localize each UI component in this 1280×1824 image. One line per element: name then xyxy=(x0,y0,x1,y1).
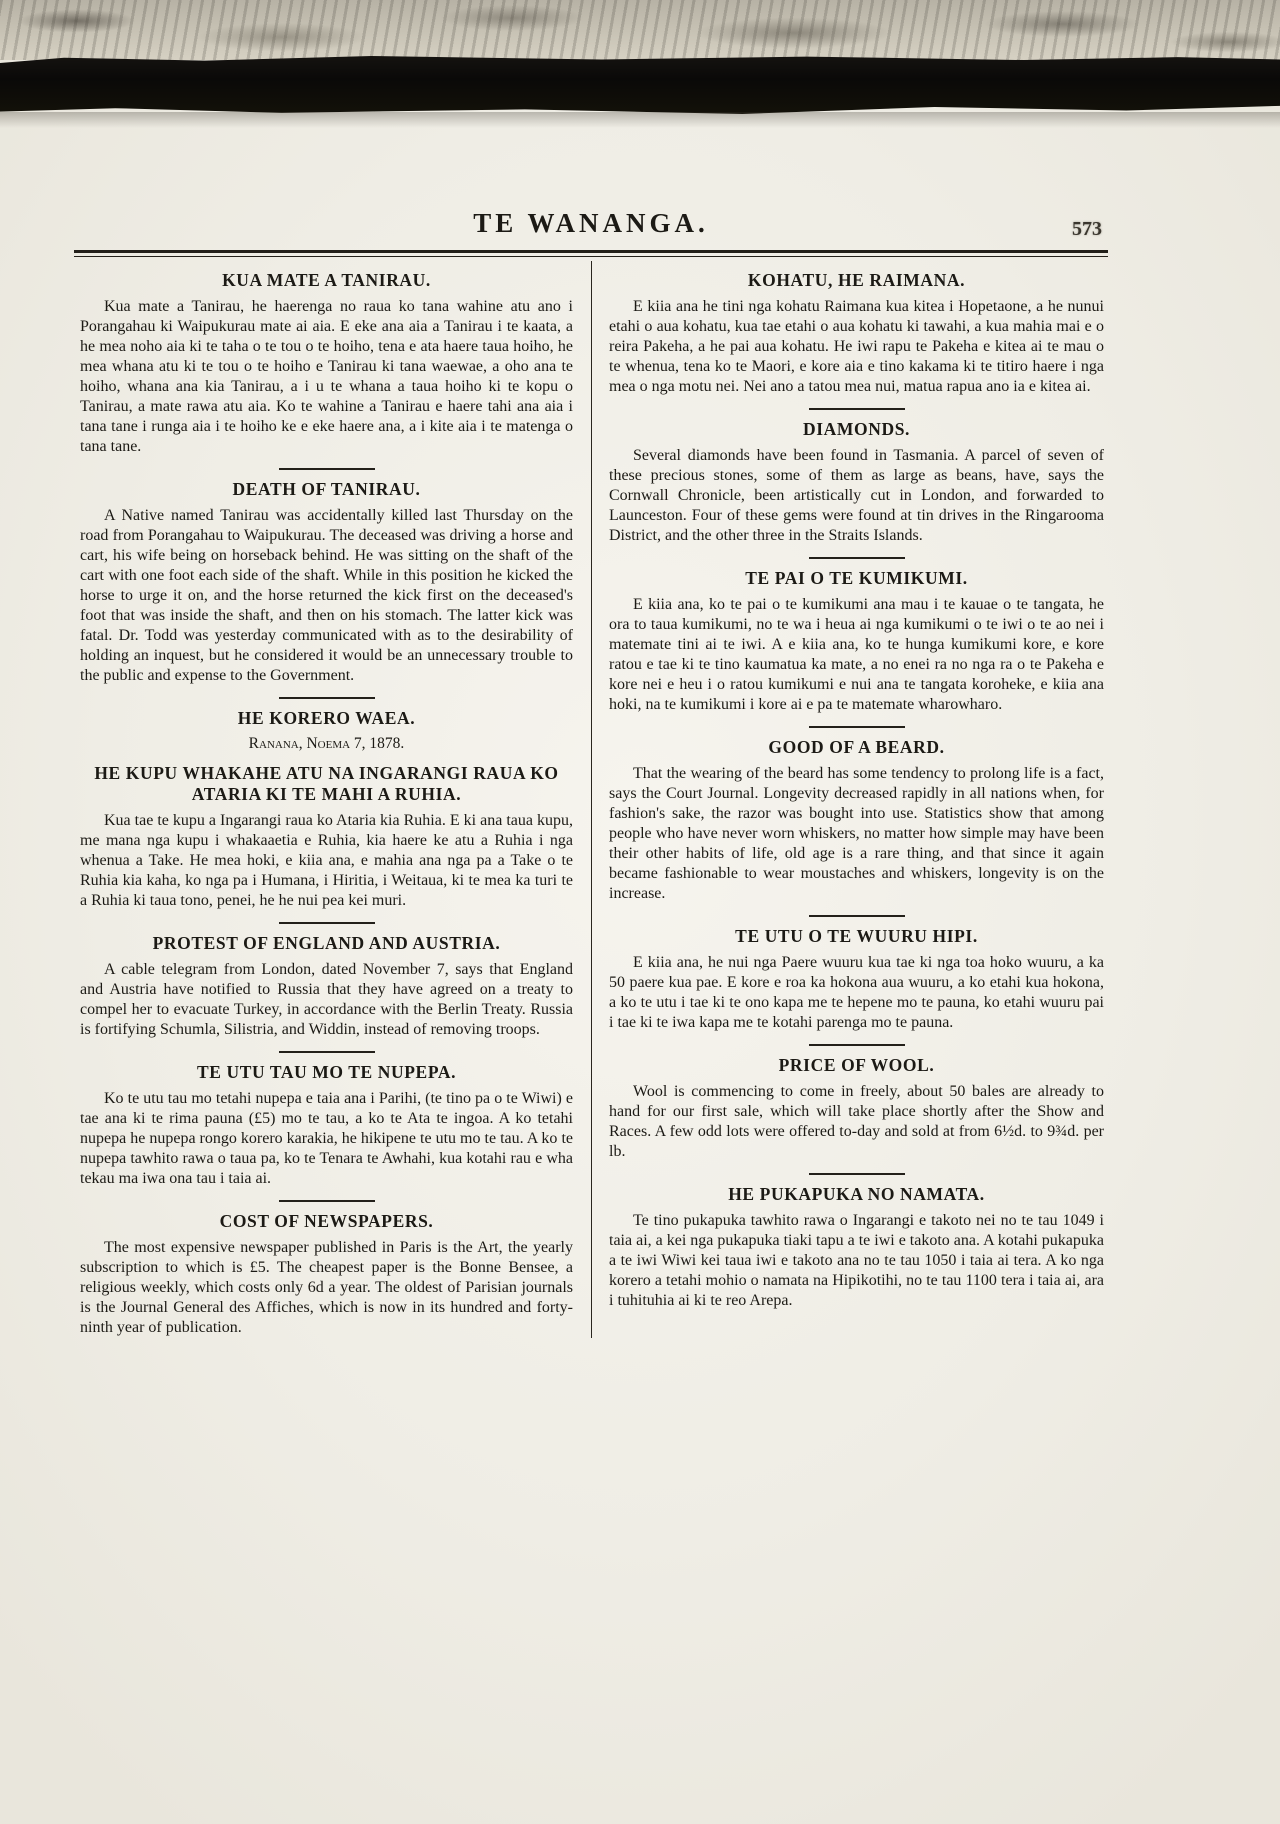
article-kua-mate-a-tanirau xyxy=(80,270,573,457)
article-body: E kiia ana, ko te pai o te kumikumi ana mau i te kauae o te tangata, he ora to taua kumikumi, no te wa i heua ai nga kumikumi o te iwi o te ao nei i matemate tini ai te iwi. A e kiia ana, ko te hunga kumikumi kore, e kore ratou e tae ki te tino kaumatua ka mate, a no enei ra no nga ra o te Pakeha e kore nei e heu i o ratou kumikumi e nui ana te tangata koroheke, e kiia ana hoki, na te kumikumi i kore ai e pa te matemate wharowharo. xyxy=(609,596,1104,713)
article-separator xyxy=(279,1200,375,1202)
article-body: Wool is commencing to come in freely, about 50 bales are already to hand for our first sale, which will take place shortly after the Show and Races. A few odd lots were offered to-day and sold at from 6½d. to 9¾d. per lb. xyxy=(609,1083,1104,1160)
article-body: Te tino pukapuka tawhito rawa o Ingarangi e takoto nei no te tau 1049 i taia ai, a kei nga pukapuka tiaki tapu a te iwi e takoto ana. A kotahi pukapuka a te iwi Wiwi kei taua iwi e takoto ana no te tau 1050 i taia ai tera. A ko nga korero a tetahi mohio o namata na Hipikotihi, no te tau 1100 tera i taia ai, ara i tuhituhia ai ki te reo Arepa. xyxy=(609,1212,1104,1309)
article-separator xyxy=(279,697,375,699)
article-cost-of-newspapers xyxy=(80,1211,573,1338)
article-te-utu-o-te-wuuru-hipi xyxy=(609,926,1104,1033)
article-separator xyxy=(279,468,375,470)
article-title: TE PAI O TE KUMIKUMI. xyxy=(745,568,968,588)
article-he-pukapuka-no-namata xyxy=(609,1184,1104,1311)
article-dateline: Ranana, Noema 7, 1878. xyxy=(248,735,405,752)
newspaper-page xyxy=(74,208,1108,1338)
page-number: 573 xyxy=(1072,218,1102,240)
article-death-of-tanirau xyxy=(80,479,573,686)
article-title: TE UTU O TE WUURU HIPI. xyxy=(735,926,978,946)
article-title: COST OF NEWSPAPERS. xyxy=(219,1211,434,1231)
masthead-title: TE WANANGA. xyxy=(473,208,709,238)
article-te-pai-o-te-kumikumi xyxy=(609,568,1104,715)
article-body: Kua tae te kupu a Ingarangi raua ko Ataria kia Ruhia. E ki ana taua kupu, me mana nga kupu i whakaaetia e Ruhia, kia haere ke atu a Ruhia i nga whenua a Take. He mea hoki, e kiia ana, e mahia ana nga pa a Take o te Ruhia kia kaha, ko nga pa i Humana, i Hiritia, i Weitaua, ki te mea ka turi te a Ruhia ki taua tono, penei, he he nui pea kei muri. xyxy=(80,812,573,909)
article-separator xyxy=(809,408,905,410)
article-body: A Native named Tanirau was accidentally killed last Thursday on the road from Porangahau to Waipukurau. The deceased was driving a horse and cart, his wife being on horseback behind. He was sitting on the shaft of the cart with one foot each side of the shaft. While in this position he kicked the horse to urge it on, and the horse returned the kick first on the deceased's foot that was inside the shaft, and then on his stomach. The latter kick was fatal. Dr. Todd was yesterday communicated with as to the desirability of holding an inquest, but he considered it would be an unnecessary trouble to the public and expense to the Government. xyxy=(80,507,573,684)
article-body: E kiia ana he tini nga kohatu Raimana kua kitea i Hopetaone, a he nunui etahi o aua kohatu, kua tae etahi o aua kohatu ki tawahi, a kua mahia mai e o reira Pakeha, a he pai aua kohatu. He iwi rapu te Pakeha e kitea ai te mau o te whenua, tena ko te Maori, e kore aia e tino kakama ki te titiro haere i nga mea o nga motu nei. Nei ano a tatou mea nui, matua rapua ano ia e kitea ai. xyxy=(609,298,1104,395)
left-column xyxy=(74,261,591,1338)
article-separator xyxy=(809,1044,905,1046)
article-he-korero-waea xyxy=(80,708,573,911)
article-separator xyxy=(279,922,375,924)
article-title: PRICE OF WOOL. xyxy=(778,1055,935,1075)
article-good-of-a-beard xyxy=(609,737,1104,904)
article-price-of-wool xyxy=(609,1055,1104,1162)
article-body: E kiia ana, he nui nga Paere wuuru kua tae ki nga toa hoko wuuru, a ka 50 paere kua pae. E kore e roa ka hokona aua wuuru, a ko etahi kua hokona, a ko te utu i tae ki te ono kapa me te hepene mo te pauna, ko etahi wuuru pai i tae ki te iwa kapa me te kotahi parenga mo te pauna. xyxy=(609,954,1104,1031)
two-column-layout xyxy=(74,261,1108,1338)
article-title: KOHATU, HE RAIMANA. xyxy=(747,270,966,290)
article-kohatu-he-raimana xyxy=(609,270,1104,397)
article-separator xyxy=(809,557,905,559)
article-title: DIAMONDS. xyxy=(803,419,910,439)
article-title: PROTEST OF ENGLAND AND AUSTRIA. xyxy=(152,933,501,953)
article-subtitle: HE KUPU WHAKAHE ATU NA INGARANGI RAUA KO ATARIA KI TE MAHI A RUHIA. xyxy=(94,763,559,804)
article-body: Ko te utu tau mo tetahi nupepa e taia ana i Parihi, (te tino pa o te Wiwi) e tae ana ki te rima pauna (£5) mo te tau, a ko te Ata te ingoa. A ko tetahi nupepa he nupepa rongo korero karakia, he hikipene te utu mo te tau. A ko te nupepa tawhito rawa o taua pa, ko te Tenara te Awhahi, kua kotahi rau e wha tekau ma iwa ona tau i taia ai. xyxy=(80,1090,573,1187)
article-title: DEATH OF TANIRAU. xyxy=(232,479,421,499)
article-title: GOOD OF A BEARD. xyxy=(768,737,945,757)
header-double-rule xyxy=(74,250,1108,257)
article-separator xyxy=(279,1051,375,1053)
article-te-utu-tau-mo-te-nupepa xyxy=(80,1062,573,1189)
article-separator xyxy=(809,915,905,917)
article-body: A cable telegram from London, dated November 7, says that England and Austria have notified to Russia that they have agreed on a treaty to compel her to evacuate Turkey, in accordance with the Berlin Treaty. Russia is fortifying Schumla, Silistria, and Widdin, instead of removing troops. xyxy=(80,961,573,1038)
article-title: KUA MATE A TANIRAU. xyxy=(222,270,431,290)
article-protest-of-england-and-austria xyxy=(80,933,573,1040)
scan-black-band xyxy=(0,56,1280,114)
article-separator xyxy=(809,726,905,728)
page-header xyxy=(74,208,1108,248)
article-body: Kua mate a Tanirau, he haerenga no raua ko tana wahine atu ano i Porangahau ki Waipukurau mate ai aia. E eke ana aia a Tanirau i te kaata, a he mea noho aia ki te taha o te tou o te hoiho, tena e ata haere taua hoiho, he mea whana atu ki te tou o te hoiho e Tanirau ki tana waewae, a oho ana te hoiho, whana ana kia Tanirau, a i u te whana a taua hoiho ki te kopu o Tanirau, a mate rawa atu aia. Ko te wahine a Tanirau e haere tahi ana aia i tana tane i runga aia i te hoiho ke e eke haere ana, a i kite aia i te matenga o tana tane. xyxy=(80,298,573,455)
scan-top-texture xyxy=(0,0,1280,60)
article-title: HE PUKAPUKA NO NAMATA. xyxy=(728,1184,985,1204)
scan-band-fade xyxy=(0,112,1280,128)
article-separator xyxy=(809,1173,905,1175)
article-body: The most expensive newspaper published in Paris is the Art, the yearly subscription to which is £5. The cheapest paper is the Bonne Bensee, a religious weekly, which costs only 6d a year. The oldest of Parisian journals is the Journal General des Affiches, which is now in its hundred and forty-ninth year of publication. xyxy=(80,1239,573,1336)
article-title: TE UTU TAU MO TE NUPEPA. xyxy=(196,1062,457,1082)
right-column xyxy=(591,261,1108,1338)
article-title: HE KORERO WAEA. xyxy=(237,708,416,728)
article-body: That the wearing of the beard has some tendency to prolong life is a fact, says the Court Journal. Longevity decreased rapidly in all nations when, for fashion's sake, the razor was bought into use. Statistics show that among people who have never worn whiskers, no matter how simple may have been their other habits of life, old age is a rare thing, and that since it again became fashionable to wear moustaches and whiskers, longevity is on the increase. xyxy=(609,765,1104,902)
article-diamonds xyxy=(609,419,1104,546)
article-body: Several diamonds have been found in Tasmania. A parcel of seven of these precious stones, some of them as large as beans, have, says the Cornwall Chronicle, been artistically cut in London, and forwarded to Launceston. Four of these gems were found at tin drives in the Ringarooma District, and the other three in the Straits Islands. xyxy=(609,447,1104,544)
